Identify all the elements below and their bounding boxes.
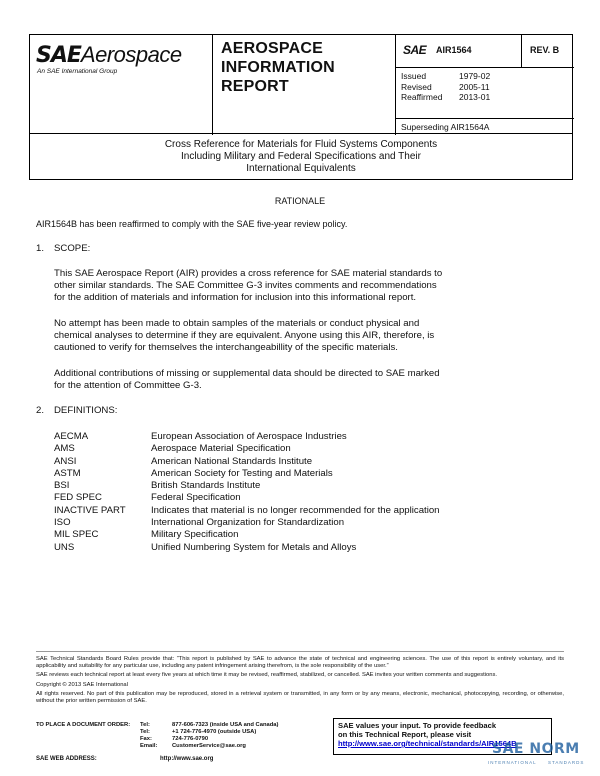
definition-row xyxy=(54,431,440,443)
text-line: Additional contributions of missing or supplemental data should be directed to SAE marked xyxy=(54,368,440,379)
definition-meaning: Indicates that material is no longer recommended for the application xyxy=(151,504,440,516)
definition-meaning: Unified Numbering System for Metals and Alloys xyxy=(151,541,357,553)
text-line: This SAE Aerospace Report (AIR) provides a cross reference for SAE material standards to xyxy=(54,268,443,279)
sae-norm-stamp xyxy=(486,741,586,771)
definition-term: AECMA xyxy=(54,431,89,442)
contact-value: 877-606-7323 (inside USA and Canada) xyxy=(172,722,279,728)
order-contacts xyxy=(36,722,278,750)
date-row-issued xyxy=(401,71,574,82)
logo-subtitle: An SAE International Group xyxy=(37,68,118,75)
date-label: Issued xyxy=(401,71,427,81)
subject-line: Cross Reference for Materials for Fluid Systems Components xyxy=(164,139,438,150)
scope-paragraph-1 xyxy=(54,268,554,304)
section-title: DEFINITIONS: xyxy=(54,405,118,416)
definitions-heading xyxy=(36,405,117,416)
subject-line: International Equivalents xyxy=(246,163,356,174)
feedback-text: on this Technical Report, please visit xyxy=(338,730,472,739)
definition-term: AMS xyxy=(54,443,75,455)
contact-value: 724-776-0790 xyxy=(172,736,209,742)
sae-aerospace-logo xyxy=(36,42,182,68)
section-number: 2. xyxy=(36,405,45,416)
date-row-revised xyxy=(401,82,574,93)
document-number-cell xyxy=(396,35,522,68)
footer-copyright: Copyright © 2013 SAE International xyxy=(36,681,128,688)
title-line-2: INFORMATION xyxy=(221,59,335,76)
definition-term: ANSI xyxy=(54,455,77,467)
logo-aerospace-text: Aerospace xyxy=(80,42,182,67)
rationale-heading: RATIONALE xyxy=(274,196,326,206)
definition-row xyxy=(54,492,440,504)
text-line: chemical analyses to determine if they are equivalent. Anyone using this AIR, therefore, is xyxy=(54,330,435,341)
contact-row xyxy=(36,729,278,736)
date-row-reaffirmed xyxy=(401,92,574,103)
definition-meaning: British Standards Institute xyxy=(151,480,261,492)
footer-notice xyxy=(36,651,564,707)
document-number: AIR1564 xyxy=(436,45,472,55)
sae-mark-icon: SAE xyxy=(403,43,427,57)
contact-label: Fax: xyxy=(140,736,152,742)
date-value: 2013-01 xyxy=(459,92,491,102)
definition-meaning: Aerospace Material Specification xyxy=(151,443,291,455)
date-value: 1979-02 xyxy=(459,71,491,81)
text-line: other similar standards. The SAE Committee G-3 invites comments and recommendations xyxy=(54,280,437,291)
logo-cell xyxy=(30,35,213,135)
definition-row xyxy=(54,443,440,455)
scope-paragraph-2 xyxy=(54,318,554,354)
report-type-title xyxy=(213,35,396,135)
contact-label: Tel: xyxy=(140,722,150,728)
subject-line: Including Military and Federal Specifications and Their xyxy=(181,151,421,162)
scope-paragraph-3 xyxy=(54,368,554,392)
text-line: for the attention of Committee G-3. xyxy=(54,380,202,391)
contact-email[interactable]: CustomerService@sae.org xyxy=(172,743,246,749)
title-line-3: REPORT xyxy=(221,78,289,95)
contact-label: Email: xyxy=(140,743,158,749)
rationale-text: AIR1564B has been reaffirmed to comply with the SAE five-year review policy. xyxy=(36,219,348,229)
definition-term: FED SPEC xyxy=(54,492,102,504)
document-header xyxy=(29,34,573,134)
definition-term: MIL SPEC xyxy=(54,529,99,541)
definition-row xyxy=(54,480,440,492)
definition-term: UNS xyxy=(54,541,75,553)
definition-row xyxy=(54,529,440,541)
definition-row xyxy=(54,456,440,468)
definition-meaning: American Society for Testing and Materials xyxy=(151,467,333,479)
text-line: cautioned to verify for themselves the interchangeabillity of the specific materials. xyxy=(54,342,398,353)
web-address-link[interactable]: http://www.sae.org xyxy=(160,756,214,762)
definition-row xyxy=(54,542,440,554)
definition-term: INACTIVE PART xyxy=(54,504,126,516)
web-address-label: SAE WEB ADDRESS: xyxy=(36,756,97,762)
contact-row xyxy=(36,736,278,743)
definition-term: BSI xyxy=(54,480,70,492)
stamp-left-text: INTERNATIONAL xyxy=(488,760,537,765)
section-number: 1. xyxy=(36,243,45,254)
superseding-text: Superseding AIR1564A xyxy=(401,122,490,132)
logo-sae-text: SAE xyxy=(36,43,81,68)
definition-meaning: International Organization for Standardization xyxy=(151,517,345,529)
definition-term: ISO xyxy=(54,517,71,529)
definition-meaning: American National Standards Institute xyxy=(151,455,313,467)
scope-heading xyxy=(36,243,90,254)
footer-rights: All rights reserved. No part of this publication may be reproduced, stored in a retrieval system or transmitted, in any form or by any means, electronic, mechanical, photocopying, recording, or otherwise, without the prior written permission of SAE. xyxy=(36,690,564,705)
footer-rules: SAE Technical Standards Board Rules provide that: “This report is published by SAE to advance the state of technical and engineering sciences. The use of this report is entirely voluntary, and its applicability and suitability for any particular use, including any patent infringement arising therefrom, is the sole responsibility of the user.” xyxy=(36,656,564,670)
definition-term: ASTM xyxy=(54,467,81,479)
definition-row xyxy=(54,517,440,529)
feedback-text: SAE values your input. To provide feedback xyxy=(338,721,497,730)
web-address xyxy=(36,756,213,762)
contact-value: +1 724-776-4970 (outside USA) xyxy=(172,729,257,735)
contact-row xyxy=(36,722,278,729)
title-line-1: AEROSPACE xyxy=(221,40,323,57)
feedback-link[interactable]: http://www.sae.org/technical/standards/AIR1564B xyxy=(338,739,517,748)
footer-review: SAE reviews each technical report at least every five years at which time it may be revised, reaffirmed, stabilized, or cancelled. SAE invites your written comments and suggestions. xyxy=(36,672,497,679)
date-value: 2005-11 xyxy=(459,81,490,92)
revision-label: REV. B xyxy=(522,35,574,68)
definition-row xyxy=(54,505,440,517)
stamp-right-text: STANDARDS xyxy=(548,760,585,765)
date-label: Reaffirmed xyxy=(401,92,443,102)
order-label: TO PLACE A DOCUMENT ORDER: xyxy=(36,722,131,728)
definitions-list xyxy=(54,431,440,554)
divider xyxy=(396,118,574,119)
section-title: SCOPE: xyxy=(54,243,91,254)
definition-meaning: Military Specification xyxy=(151,529,239,541)
text-line: No attempt has been made to obtain samples of the materials or conduct physical and xyxy=(54,318,420,329)
definition-row xyxy=(54,468,440,480)
definition-meaning: European Association of Aerospace Industries xyxy=(151,431,347,442)
document-subject xyxy=(29,134,573,180)
date-label: Revised xyxy=(401,81,432,92)
definition-meaning: Federal Specification xyxy=(151,492,241,504)
stamp-title: SAE NORM xyxy=(492,741,580,757)
text-line: for the addition of materials and information for inclusion into this informational report. xyxy=(54,292,417,303)
contact-row xyxy=(36,743,278,750)
contact-label: Tel: xyxy=(140,729,150,735)
date-block xyxy=(396,68,574,135)
